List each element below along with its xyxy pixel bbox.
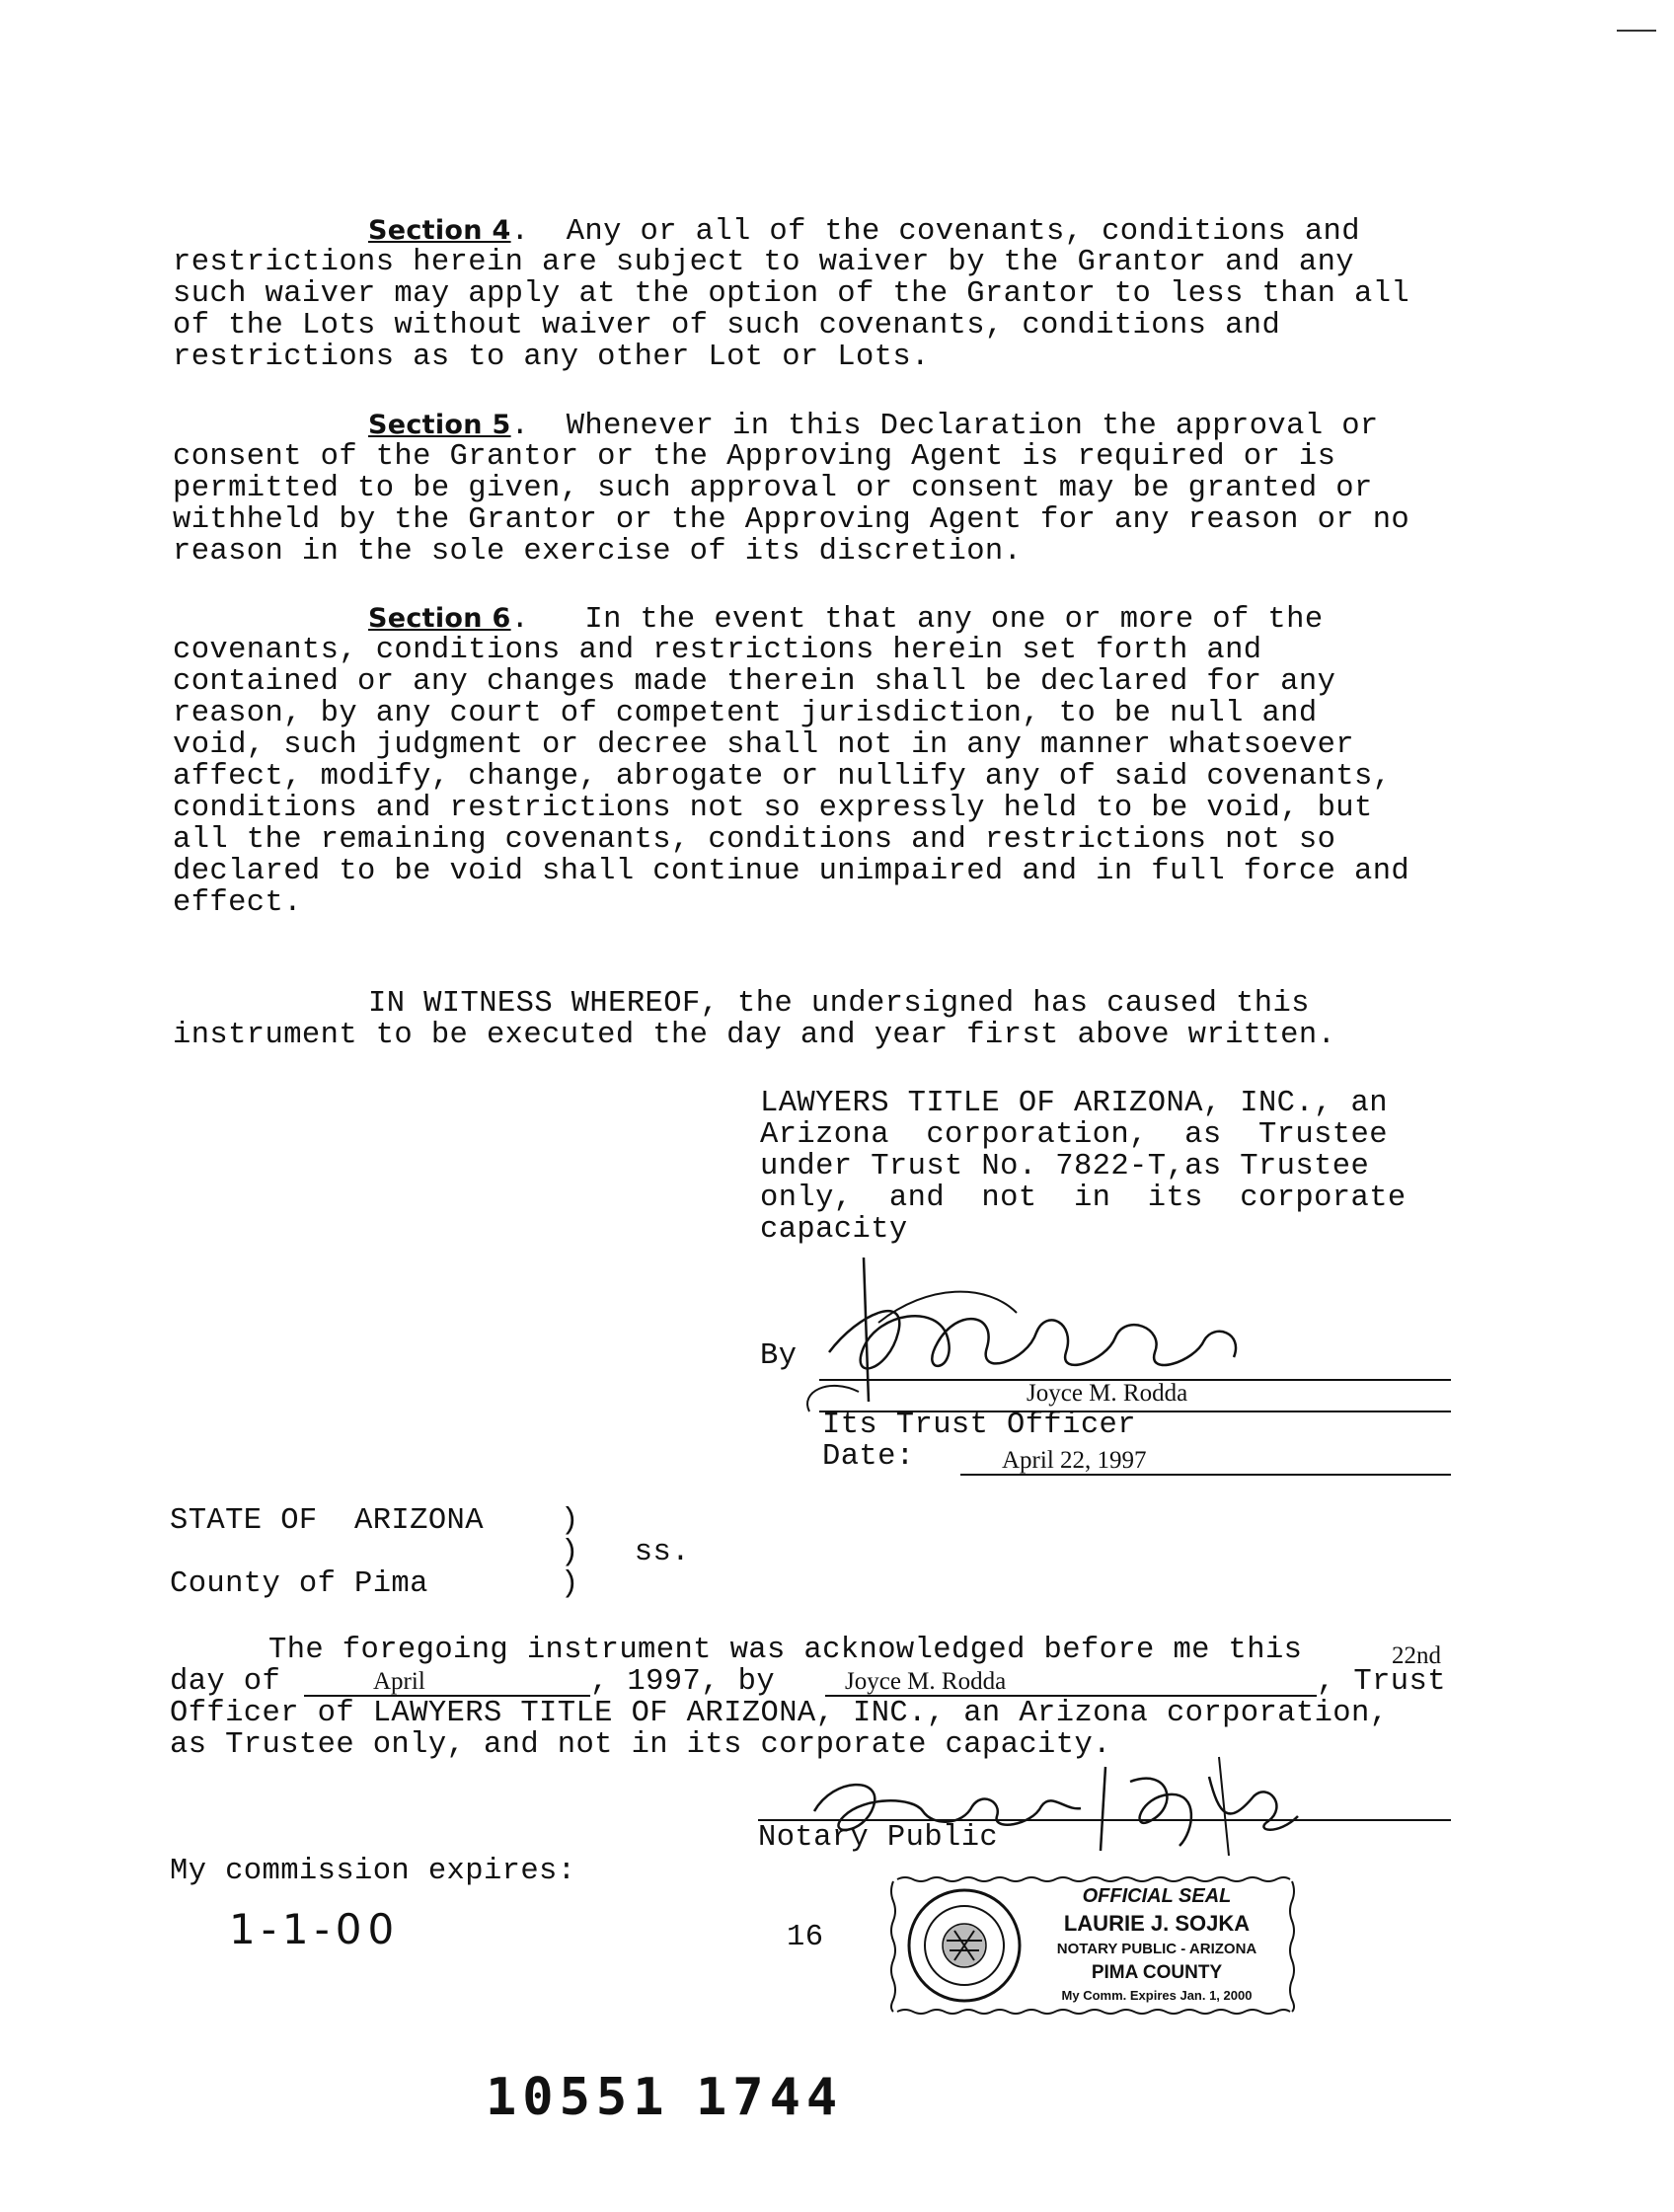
witness-line-1: IN WITNESS WHEREOF, the undersigned has caused this bbox=[368, 987, 1310, 1021]
ack-line-2-suffix: , Trust bbox=[1317, 1665, 1446, 1699]
commission-label: My commission expires: bbox=[170, 1855, 576, 1888]
recording-page: 1744 bbox=[696, 2068, 844, 2127]
section-6-line-7: conditions and restrictions not so expressly held to be void, but bbox=[173, 792, 1373, 825]
ack-day: 22nd bbox=[1392, 1642, 1441, 1669]
date-label: Date: bbox=[822, 1440, 915, 1474]
ack-line-2-middle: , 1997, by bbox=[590, 1665, 776, 1699]
section-5-line-3: permitted to be given, such approval or consent may be granted or bbox=[173, 472, 1373, 505]
venue-paren-1: ) bbox=[561, 1504, 579, 1538]
venue-state: STATE OF ARIZONA bbox=[170, 1504, 484, 1538]
section-6-line-5: void, such judgment or decree shall not in any manner whatsoever bbox=[173, 728, 1354, 762]
section-5-line-4: withheld by the Grantor or the Approving Agent for any reason or no bbox=[173, 503, 1410, 537]
section-6-line-4: reason, by any court of competent jurisdiction, to be null and bbox=[173, 697, 1318, 730]
seal-title: OFFICIAL SEAL bbox=[1082, 1885, 1232, 1907]
date-value: April 22, 1997 bbox=[1002, 1447, 1147, 1474]
signer-title: Its Trust Officer bbox=[822, 1409, 1136, 1442]
section-4-line-5: restrictions as to any other Lot or Lots. bbox=[173, 341, 930, 374]
section-6-heading: Section 6 bbox=[368, 603, 511, 634]
section-6-line-2: covenants, conditions and restrictions herein set forth and bbox=[173, 634, 1262, 667]
official-seal bbox=[885, 1871, 1300, 2020]
ack-line-1: The foregoing instrument was acknowledged before me this bbox=[268, 1634, 1303, 1667]
seal-line-3: My Comm. Expires Jan. 1, 2000 bbox=[1061, 1988, 1253, 2003]
section-4-heading: Section 4 bbox=[368, 215, 511, 246]
by-label: By bbox=[760, 1339, 798, 1373]
section-5-line-2: consent of the Grantor or the Approving Agent is required or is bbox=[173, 440, 1336, 474]
section-4-line-2: restrictions herein are subject to waiver by the Grantor and any bbox=[173, 246, 1354, 279]
seal-line-2: PIMA COUNTY bbox=[1091, 1962, 1223, 1983]
section-6-line-10: effect. bbox=[173, 886, 302, 920]
trustee-line-1: LAWYERS TITLE OF ARIZONA, INC., an bbox=[760, 1087, 1388, 1120]
venue-paren-3: ) bbox=[561, 1567, 579, 1601]
ack-line-3: Officer of LAWYERS TITLE OF ARIZONA, INC., an Arizona corporation, bbox=[170, 1697, 1389, 1730]
section-4-line-4: of the Lots without waiver of such covenants, conditions and bbox=[173, 309, 1281, 343]
ack-signer: Joyce M. Rodda bbox=[845, 1668, 1007, 1695]
venue-county: County of Pima bbox=[170, 1567, 428, 1601]
section-5-line-1: Section 5. Whenever in this Declaration the approval or bbox=[368, 410, 1379, 443]
recording-docket: 10551 bbox=[486, 2068, 670, 2127]
section-5-heading: Section 5 bbox=[368, 410, 511, 440]
ack-month: April bbox=[373, 1668, 425, 1695]
trustee-line-5: capacity bbox=[760, 1213, 908, 1247]
page-number: 16 bbox=[787, 1921, 824, 1954]
ack-line-4: as Trustee only, and not in its corporate capacity. bbox=[170, 1728, 1111, 1762]
section-5-line-5: reason in the sole exercise of its discretion. bbox=[173, 535, 1023, 569]
venue-paren-2: ) ss. bbox=[561, 1536, 690, 1569]
section-6-line-9: declared to be void shall continue unimpaired and in full force and bbox=[173, 855, 1410, 888]
notary-label: Notary Public bbox=[758, 1821, 999, 1855]
seal-name: LAURIE J. SOJKA bbox=[1063, 1911, 1251, 1936]
section-6-line-1: Section 6. In the event that any one or more of the bbox=[368, 603, 1324, 637]
section-6-line-6: affect, modify, change, abrogate or nullify any of said covenants, bbox=[173, 760, 1392, 794]
commission-date: 1-1-00 bbox=[229, 1905, 401, 1953]
section-4-line-1: Section 4. Any or all of the covenants, conditions and bbox=[368, 215, 1360, 249]
seal-line-1: NOTARY PUBLIC - ARIZONA bbox=[1056, 1941, 1257, 1957]
corner-mark bbox=[1617, 30, 1656, 32]
trustee-line-3: under Trust No. 7822-T,as Trustee bbox=[760, 1150, 1370, 1183]
signer-name: Joyce M. Rodda bbox=[1027, 1380, 1188, 1407]
section-6-line-8: all the remaining covenants, conditions and restrictions not so bbox=[173, 823, 1336, 857]
section-4-line-3: such waiver may apply at the option of the Grantor to less than all bbox=[173, 277, 1410, 311]
witness-line-2: instrument to be executed the day and year first above written. bbox=[173, 1019, 1336, 1052]
date-line bbox=[960, 1474, 1451, 1476]
section-6-line-3: contained or any changes made therein shall be declared for any bbox=[173, 665, 1336, 699]
trustee-line-2: Arizona corporation, as Trustee bbox=[760, 1118, 1388, 1152]
trustee-line-4: only, and not in its corporate bbox=[760, 1182, 1407, 1215]
ack-line-2-prefix: day of bbox=[170, 1665, 281, 1699]
